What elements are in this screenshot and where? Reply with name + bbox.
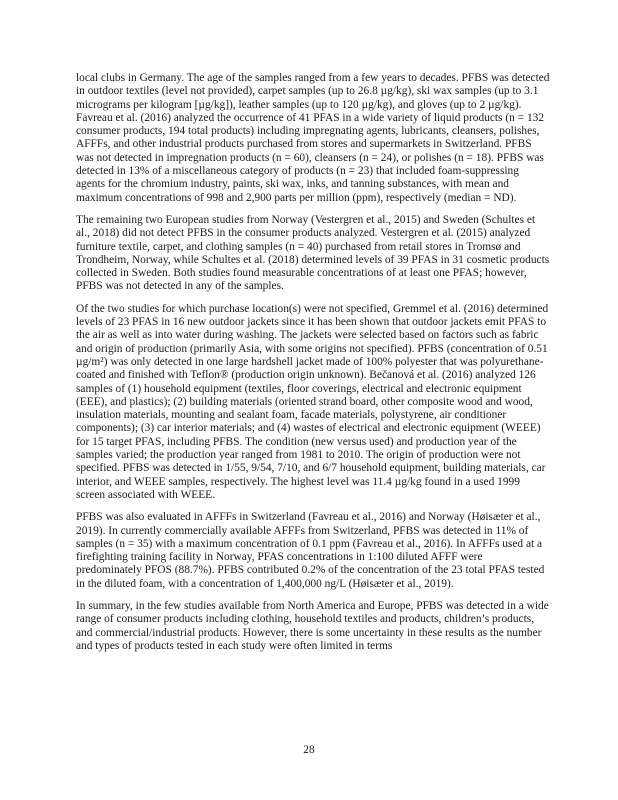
paragraph-germany-favreau: local clubs in Germany. The age of the samples ranged from a few years to decades. PFBS was detected in outdoor textiles (level not provided), carpet samples (up to 26.8 µg/kg), ski wax samples (up to 3.1 micrograms per kilogram [µg/kg]), leather samples (up to 120 µg/kg), and gloves (up to 2 µg/kg). Favreau et al. (2016) analyzed the occurrence of 41 PFAS in a wide variety of liquid products (n = 132 consumer products, 194 total products) including impregnating agents, lubricants, cleansers, polishes, AFFFs, and other industrial products purchased from stores and supermarkets in Switzerland. PFBS was not detected in impregnation products (n = 60), cleansers (n = 24), or polishes (n = 18). PFBS was detected in 13% of a miscellaneous category of products (n = 23) that included foam-suppressing agents for the chromium industry, paints, ski wax, inks, and tanning substances, with mean and maximum concentrations of 998 and 2,900 parts per million (ppm), respectively (median = ND). — [76, 72, 550, 204]
paragraph-summary: In summary, in the few studies available from North America and Europe, PFBS was detected in a wide range of consumer products including clothing, household textiles and products, children’s products, and commercial/industrial products. However, there is some uncertainty in these results as the number and types of products tested in each study were often limited in terms — [76, 599, 549, 652]
paragraph-afff: PFBS was also evaluated in AFFFs in Switzerland (Favreau et al., 2016) and Norway (Høisæter et al., 2019). In currently commercially available AFFFs from Switzerland, PFBS was detected in 11% of samples (n = 35) with a maximum concentration of 0.1 ppm (Favreau et al., 2016). In AFFFs used at a firefighting training facility in Norway, PFAS concentrations in 1:100 diluted AFFF were predominately PFOS (88.7%). PFBS contributed 0.2% of the concentration of the 23 total PFAS tested in the diluted foam, with a concentration of 1,400,000 ng/L (Høisæter et al., 2019). — [76, 511, 545, 590]
page-number: 28 — [303, 744, 315, 756]
document-body — [76, 72, 550, 662]
paragraph-norway-sweden: The remaining two European studies from Norway (Vestergren et al., 2015) and Sweden (Schultes et al., 2018) did not detect PFBS in the consumer products analyzed. Vestergren et al. (2015) analyzed furniture textile, carpet, and clothing samples (n = 40) purchased from retail stores in Tromsø and Trondheim, Norway, while Schultes et al. (2018) determined levels of 39 PFAS in 31 cosmetic products collected in Sweden. Both studies found measurable concentrations of at least one PFAS; however, PFBS was not detected in any of the samples. — [76, 213, 550, 293]
paragraph-gremmel-becanova: Of the two studies for which purchase location(s) were not specified, Gremmel et al. (2016) determined levels of 23 PFAS in 16 new outdoor jackets since it has been shown that outdoor jackets emit PFAS to the air as well as into water during washing. The jackets were selected based on factors such as fabric and origin of production (primarily Asia, with some origins not specified). PFBS (concentration of 0.51 µg/m²) was only detected in one large hardshell jacket made of 100% polyester that was polyurethane-coated and finished with Teflon® (production origin unknown). Bečanová et al. (2016) analyzed 126 samples of (1) household equipment (textiles, floor coverings, electrical and electronic equipment (EEE), and plastics); (2) building materials (oriented strand board, other composite wood and wood, insulation materials, mounting and sealant foam, facade materials, polystyrene, air conditioner components); (3) car interior materials; and (4) wastes of electrical and electronic equipment (WEEE) for 15 target PFAS, including PFBS. The condition (new versus used) and production year of the samples varied; the production year ranged from 1981 to 2010. The origin of production were not specified. PFBS was detected in 1/55, 9/54, 7/10, and 6/7 household equipment, building materials, car interior, and WEEE samples, respectively. The highest level was 11.4 µg/kg found in a used 1999 screen associated with WEEE. — [76, 302, 549, 501]
